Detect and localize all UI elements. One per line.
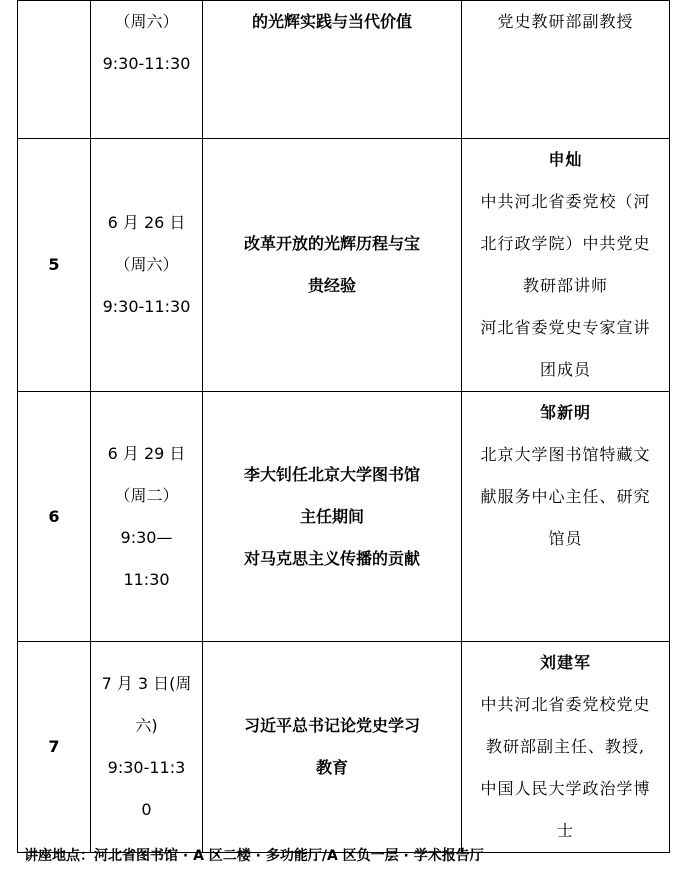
speaker-line: 献服务中心主任、研究 bbox=[480, 487, 651, 506]
time-line: 9:30-11:3 bbox=[107, 758, 186, 777]
date-time-cell bbox=[91, 139, 203, 392]
table-row bbox=[18, 1, 670, 139]
speaker-line: 团成员 bbox=[539, 360, 591, 379]
topic-line: 改革开放的光辉历程与宝 bbox=[243, 234, 420, 253]
table-row bbox=[18, 392, 670, 642]
speaker-line: 河北省委党史专家宣讲 bbox=[480, 318, 651, 337]
topic-line: 贵经验 bbox=[307, 276, 356, 295]
speaker-line: 中共河北省委党校党史 bbox=[480, 695, 651, 714]
row-number: 6 bbox=[18, 392, 91, 642]
lecture-schedule-table bbox=[17, 0, 670, 853]
time-line: 9:30-11:30 bbox=[102, 297, 191, 316]
date-time-cell bbox=[91, 642, 203, 853]
row-number bbox=[18, 1, 91, 139]
topic-line: 李大钊任北京大学图书馆 bbox=[243, 464, 420, 484]
table-row bbox=[18, 642, 670, 853]
lecture-venue: 讲座地点：河北省图书馆 · A 区二楼 · 多功能厅/A 区负一层 · 学术报告厅 bbox=[24, 848, 484, 864]
speaker-cell bbox=[462, 1, 670, 139]
topic-cell bbox=[203, 642, 462, 853]
time-line: 11:30 bbox=[123, 569, 170, 589]
speaker-line: 教研部讲师 bbox=[522, 276, 608, 295]
speaker-cell bbox=[462, 139, 670, 392]
date-time-cell bbox=[91, 1, 203, 139]
time-line: 7 月 3 日(周 bbox=[101, 674, 192, 693]
speaker-name: 邹新明 bbox=[539, 403, 591, 422]
topic-cell bbox=[203, 1, 462, 139]
speaker-line: 士 bbox=[556, 821, 574, 840]
time-line: 六) bbox=[135, 716, 158, 735]
time-line: （周六） bbox=[114, 255, 179, 274]
speaker-line: 党史教研部副教授 bbox=[497, 12, 634, 31]
time-line: 6 月 26 日 bbox=[107, 213, 186, 232]
speaker-line: 中共河北省委党校（河 bbox=[480, 192, 651, 211]
time-line: （周六） bbox=[114, 12, 179, 31]
time-line: 9:30-11:30 bbox=[102, 54, 191, 73]
row-number: 5 bbox=[18, 139, 91, 392]
time-line: 9:30— bbox=[120, 527, 173, 547]
topic-line: 教育 bbox=[315, 758, 348, 777]
speaker-line: 北行政学院）中共党史 bbox=[480, 234, 651, 253]
time-line: 0 bbox=[141, 800, 152, 819]
date-time-cell bbox=[91, 392, 203, 642]
speaker-cell bbox=[462, 392, 670, 642]
time-line: （周二） bbox=[114, 485, 179, 505]
table-row bbox=[18, 139, 670, 392]
speaker-line: 馆员 bbox=[548, 529, 583, 548]
time-line: 6 月 29 日 bbox=[107, 443, 186, 463]
speaker-line: 北京大学图书馆特藏文 bbox=[480, 445, 651, 464]
speaker-cell bbox=[462, 642, 670, 853]
speaker-name: 申灿 bbox=[548, 150, 583, 169]
topic-cell bbox=[203, 392, 462, 642]
topic-line: 主任期间 bbox=[299, 506, 364, 526]
speaker-line: 中国人民大学政治学博 bbox=[480, 779, 651, 798]
topic-cell bbox=[203, 139, 462, 392]
speaker-line: 教研部副主任、教授, bbox=[485, 737, 646, 756]
topic-line: 对马克思主义传播的贡献 bbox=[243, 548, 420, 568]
topic-line: 习近平总书记论党史学习 bbox=[243, 716, 420, 735]
speaker-name: 刘建军 bbox=[539, 653, 591, 672]
row-number: 7 bbox=[18, 642, 91, 853]
topic-line: 的光辉实践与当代价值 bbox=[251, 12, 412, 31]
